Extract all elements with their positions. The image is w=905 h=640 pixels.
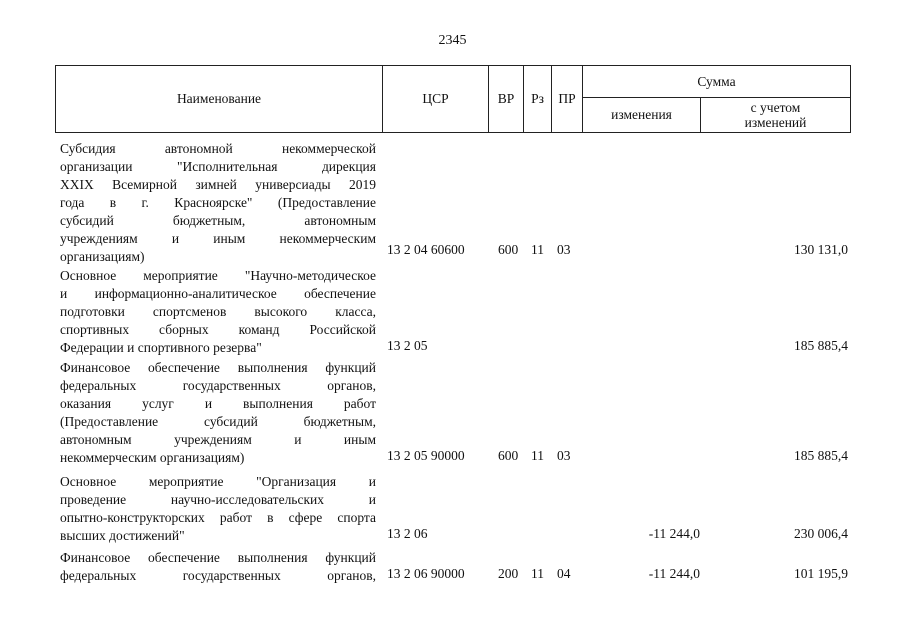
row-name-line: организациям) — [60, 249, 145, 264]
row-rz: 11 — [531, 242, 544, 257]
row-name — [60, 549, 376, 585]
row-vr: 600 — [498, 242, 519, 257]
row-name-line: Финансовое обеспечение выполнения функций — [60, 550, 376, 565]
row-name-line: Основное мероприятие "Организация и — [60, 474, 376, 489]
header-total-line2: изменений — [744, 115, 807, 130]
row-name-line: автономным учреждениям и иным — [60, 432, 376, 447]
header-sum: Сумма — [697, 73, 736, 89]
row-total: 101 195,9 — [794, 566, 848, 581]
header-total-line1: с учетом — [750, 100, 801, 115]
row-name-line: федеральных государственных органов, — [60, 568, 376, 583]
row-name-line: (Предоставление субсидий бюджетным, — [60, 414, 376, 429]
row-name-line: спортивных сборных команд Российской — [60, 322, 376, 337]
row-name — [60, 359, 376, 467]
row-total: 185 885,4 — [794, 338, 848, 353]
row-name-line: и информационно-аналитическое обеспечение — [60, 286, 376, 301]
row-name — [60, 473, 376, 545]
row-name-line: некоммерческим организациям) — [60, 450, 245, 465]
row-pr: 03 — [557, 448, 571, 463]
header-name: Наименование — [176, 91, 262, 106]
header-csr: ЦСР — [422, 91, 449, 106]
row-csr: 13 2 06 90000 — [387, 566, 465, 581]
row-name-line: Основное мероприятие "Научно-методическое — [60, 268, 376, 283]
row-name-line: высших достижений" — [60, 528, 185, 543]
row-name-line: Федерации и спортивного резерва" — [60, 340, 262, 355]
row-pr: 03 — [557, 242, 571, 257]
row-name — [60, 267, 376, 357]
row-rz: 11 — [531, 566, 544, 581]
header-vr: ВР — [497, 91, 515, 106]
row-vr: 600 — [498, 448, 519, 463]
header-pr: ПР — [558, 91, 576, 106]
row-name-line: XXIX Всемирной зимней универсиады 2019 — [60, 177, 376, 192]
row-name-line: Субсидия автономной некоммерческой — [60, 141, 376, 156]
header-change: изменения — [611, 107, 672, 122]
row-csr: 13 2 05 90000 — [387, 448, 465, 463]
row-vr: 200 — [498, 566, 519, 581]
row-name-line: года в г. Красноярске" (Предоставление — [60, 195, 376, 210]
row-name-line: субсидий бюджетным, автономным — [60, 213, 376, 228]
header-rz: Рз — [531, 91, 544, 106]
header-total — [701, 98, 850, 132]
row-name-line: оказания услуг и выполнения работ — [60, 396, 376, 411]
row-rz: 11 — [531, 448, 544, 463]
row-pr: 04 — [557, 566, 571, 581]
row-name-line: федеральных государственных органов, — [60, 378, 376, 393]
row-total: 230 006,4 — [794, 526, 848, 541]
page-number: 2345 — [438, 33, 467, 48]
row-total: 130 131,0 — [794, 242, 848, 257]
row-name-line: подготовки спортсменов высокого класса, — [60, 304, 376, 319]
row-name-line: организации "Исполнительная дирекция — [60, 159, 376, 174]
row-name — [60, 140, 376, 266]
row-change: -11 244,0 — [648, 526, 700, 541]
row-name-line: учреждениям и иным некоммерческим — [60, 231, 376, 246]
row-csr: 13 2 06 — [387, 526, 428, 541]
row-name-line: опытно-конструкторских работ в сфере спорта — [60, 510, 376, 525]
row-csr: 13 2 04 60600 — [387, 242, 465, 257]
row-name-line: проведение научно-исследовательских и — [60, 492, 376, 507]
table-header — [55, 65, 851, 133]
row-total: 185 885,4 — [794, 448, 848, 463]
row-name-line: Финансовое обеспечение выполнения функций — [60, 360, 376, 375]
row-csr: 13 2 05 — [387, 338, 428, 353]
row-change: -11 244,0 — [648, 566, 700, 581]
